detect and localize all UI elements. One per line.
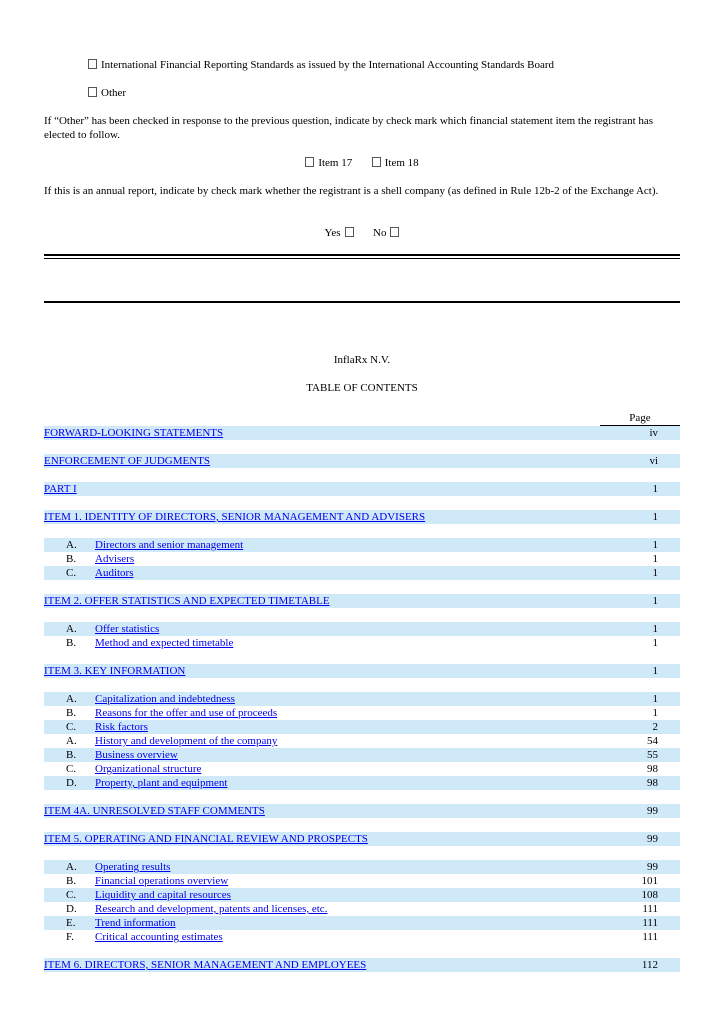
toc-row-letter: C.	[66, 889, 77, 901]
toc-page-number: 1	[652, 567, 658, 579]
toc-page-number: iv	[649, 427, 658, 439]
option-ifrs-label: International Financial Reporting Standards as issued by the International Accounting Standards Board	[101, 59, 555, 71]
toc-row	[44, 538, 680, 552]
toc-page-number: 111	[642, 903, 658, 915]
toc-page-number: 1	[652, 623, 658, 635]
toc-page-number: 1	[652, 511, 658, 523]
toc-row	[44, 454, 680, 468]
toc-row-letter: F.	[66, 931, 74, 943]
toc-row	[44, 902, 680, 916]
toc-link[interactable]: Directors and senior management	[95, 539, 244, 551]
toc-row	[44, 552, 680, 566]
toc-row	[44, 748, 680, 762]
toc-link[interactable]: Business overview	[95, 749, 178, 761]
toc-row	[44, 622, 680, 636]
toc-row	[44, 762, 680, 776]
company-name: InflaRx N.V.	[333, 354, 391, 366]
toc-page-number: 1	[652, 693, 658, 705]
toc-page-number: 99	[647, 805, 658, 817]
toc-link[interactable]: Capitalization and indebtedness	[95, 693, 235, 705]
toc-link[interactable]: Critical accounting estimates	[95, 931, 223, 943]
toc-row	[44, 776, 680, 790]
divider-double-bottom	[44, 258, 680, 259]
toc-row	[44, 916, 680, 930]
toc-row	[44, 706, 680, 720]
toc-row	[44, 510, 680, 524]
toc-page-number: 2	[652, 721, 658, 733]
toc-row-letter: C.	[66, 763, 77, 775]
toc-page-number: 112	[641, 959, 658, 971]
toc-row-letter: B.	[66, 749, 77, 761]
toc-link[interactable]: Financial operations overview	[95, 875, 229, 887]
toc-row	[44, 482, 680, 496]
no-label: No	[373, 227, 387, 239]
toc-page-number: vi	[649, 455, 658, 467]
shell-choice	[44, 226, 680, 240]
toc-page-number: 98	[647, 763, 658, 775]
option-ifrs	[88, 58, 554, 72]
toc-row-letter: E.	[66, 917, 76, 929]
toc-page-number: 99	[647, 861, 658, 873]
toc-page-number: 1	[652, 539, 658, 551]
toc-link[interactable]: ITEM 5. OPERATING AND FINANCIAL REVIEW AND PROSPECTS	[44, 833, 368, 845]
divider-double-top	[44, 254, 680, 256]
toc-link[interactable]: PART I	[44, 483, 77, 495]
toc-page-number: 55	[647, 749, 658, 761]
toc-link[interactable]: History and development of the company	[95, 735, 278, 747]
toc-row-letter: B.	[66, 707, 77, 719]
toc-link[interactable]: ITEM 3. KEY INFORMATION	[44, 665, 186, 677]
toc-page-number: 1	[652, 483, 658, 495]
checkbox-no[interactable]	[390, 227, 399, 237]
toc-row-letter: A.	[66, 861, 77, 873]
toc-link[interactable]: Operating results	[95, 861, 171, 873]
toc-row	[44, 888, 680, 902]
toc-link[interactable]: ITEM 4A. UNRESOLVED STAFF COMMENTS	[44, 805, 265, 817]
toc-page-number: 108	[641, 889, 658, 901]
toc-row	[44, 930, 680, 944]
checkbox-item17[interactable]	[305, 157, 314, 167]
item18-label: Item 18	[384, 157, 419, 169]
question-shell-company: If this is an annual report, indicate by check mark whether the registrant is a shell company (as defined in Rule 12b-2 of the Exchange Act).	[44, 185, 659, 197]
checkbox-other[interactable]	[88, 87, 97, 97]
checkbox-item18[interactable]	[372, 157, 381, 167]
toc-row	[44, 636, 680, 650]
toc-row-letter: C.	[66, 721, 77, 733]
toc-page-number: 111	[642, 917, 658, 929]
toc-row	[44, 804, 680, 818]
toc-link[interactable]: ITEM 1. IDENTITY OF DIRECTORS, SENIOR MANAGEMENT AND ADVISERS	[44, 511, 426, 523]
toc-row	[44, 692, 680, 706]
toc-page-number: 1	[652, 595, 658, 607]
toc-link[interactable]: Method and expected timetable	[95, 637, 234, 649]
toc-page-number: 1	[652, 665, 658, 677]
toc-link[interactable]: Liquidity and capital resources	[95, 889, 231, 901]
toc-link[interactable]: ENFORCEMENT OF JUDGMENTS	[44, 455, 211, 467]
toc-row	[44, 874, 680, 888]
toc-page-column-header: Page	[600, 411, 680, 426]
toc-row	[44, 566, 680, 580]
toc-row	[44, 664, 680, 678]
item17-label: Item 17	[318, 157, 353, 169]
toc-link[interactable]: FORWARD-LOOKING STATEMENTS	[44, 427, 224, 439]
toc-page-number: 1	[652, 637, 658, 649]
toc-row	[44, 720, 680, 734]
toc-page-number: 1	[652, 553, 658, 565]
toc-row	[44, 860, 680, 874]
toc-row-letter: B.	[66, 875, 77, 887]
toc-row	[44, 958, 680, 972]
toc-link[interactable]: Trend information	[95, 917, 176, 929]
toc-row	[44, 832, 680, 846]
question-other-item: If “Other” has been checked in response to the previous question, indicate by check mark which financial statement item the registrant has elected to follow.	[44, 115, 654, 141]
toc-row-letter: B.	[66, 553, 77, 565]
checkbox-ifrs[interactable]	[88, 59, 97, 69]
page-break-rule	[44, 301, 680, 303]
option-other	[88, 86, 126, 100]
option-other-label: Other	[101, 87, 127, 99]
toc-row-letter: C.	[66, 567, 77, 579]
toc-link[interactable]: Risk factors	[95, 721, 148, 733]
toc-row-letter: A.	[66, 623, 77, 635]
toc-link[interactable]: ITEM 6. DIRECTORS, SENIOR MANAGEMENT AND EMPLOYEES	[44, 959, 367, 971]
toc-page-number: 101	[641, 875, 658, 887]
item-choice	[44, 156, 680, 170]
toc-row-letter: D.	[66, 903, 77, 915]
toc-row	[44, 594, 680, 608]
toc-link[interactable]: Reasons for the offer and use of proceeds	[95, 707, 278, 719]
toc-page-number: 1	[652, 707, 658, 719]
toc-row	[44, 426, 680, 440]
toc-page-number: 54	[647, 735, 658, 747]
toc-link[interactable]: Property, plant and equipment	[95, 777, 228, 789]
yes-label: Yes	[324, 227, 341, 239]
toc-row-letter: B.	[66, 637, 77, 649]
toc-row	[44, 734, 680, 748]
toc-link[interactable]: Advisers	[95, 553, 135, 565]
toc-title: TABLE OF CONTENTS	[306, 382, 418, 394]
toc-page-number: 111	[642, 931, 658, 943]
toc-row-letter: A.	[66, 735, 77, 747]
toc-link[interactable]: Auditors	[95, 567, 134, 579]
toc-page-number: 98	[647, 777, 658, 789]
checkbox-yes[interactable]	[345, 227, 354, 237]
toc-row-letter: A.	[66, 539, 77, 551]
toc-page-number: 99	[647, 833, 658, 845]
toc-link[interactable]: Offer statistics	[95, 623, 160, 635]
toc-link[interactable]: Organizational structure	[95, 763, 202, 775]
toc-link[interactable]: Research and development, patents and licenses, etc.	[95, 903, 328, 915]
toc-row-letter: A.	[66, 693, 77, 705]
toc-link[interactable]: ITEM 2. OFFER STATISTICS AND EXPECTED TIMETABLE	[44, 595, 330, 607]
toc-row-letter: D.	[66, 777, 77, 789]
